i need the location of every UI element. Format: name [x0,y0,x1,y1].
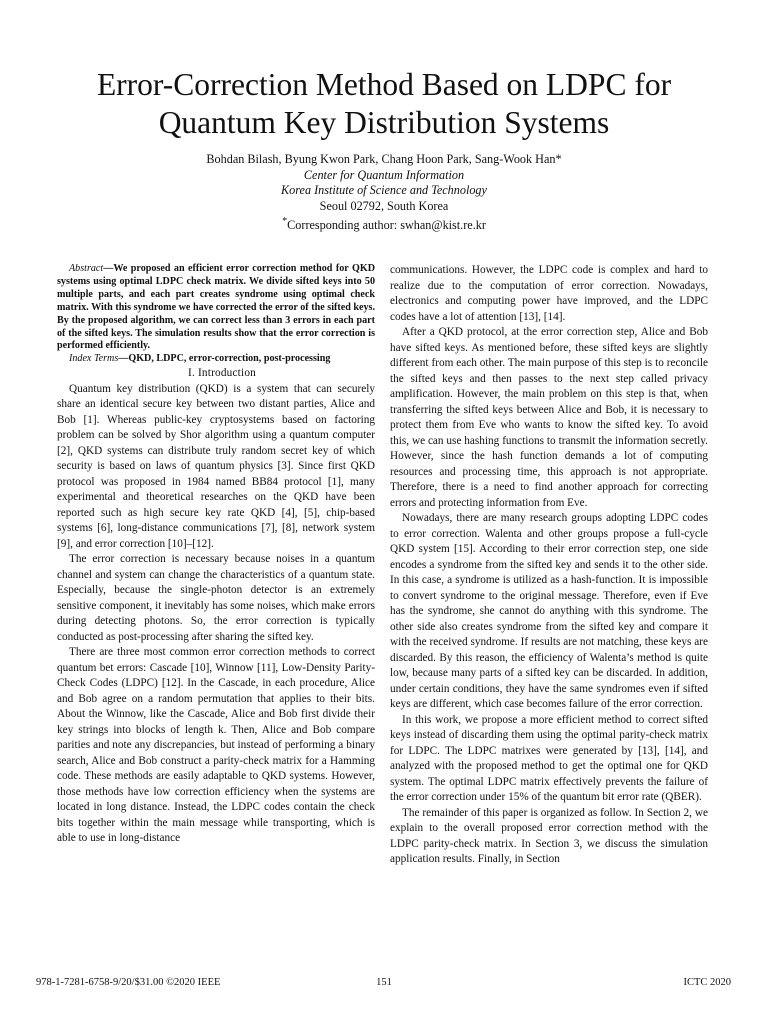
title-line-2: Quantum Key Distribution Systems [158,105,610,140]
paragraph: Quantum key distribution (QKD) is a system that can securely share an identical secure key between two distant parties, Alice and Bob [1]. Whereas public-key cryptosystems based on factoring problem can be solved by Shor algorithm using a quantum computer [2], QKD systems can distribute truly random secret key of which security is based on laws of quantum physics [3]. Since first QKD protocol was proposed in 1984 named BB84 protocol [1], many experimental and theoretical researches on the QKD have been reported such as high secure key rate QKD [4], [5], chip-based systems [6], long-distance communications [7], [8], network system [9], and error correction [10]–[12]. [57,382,375,550]
section-heading: I. Introduction [188,367,256,380]
abstract [57,263,375,353]
author-names: Bohdan Bilash, Byung Kwon Park, Chang Hoon Park, Sang-Wook Han* [206,152,562,166]
paragraph: communications. However, the LDPC code is complex and hard to realize due to the computation of error correction. Nowadays, electronics and computing power have improved, and the LDPC codes have a lot of attention [13], [14]. [390,264,708,323]
paragraph: Nowadays, there are many research groups adopting LDPC codes to error correction. Walenta and other groups propose a full-cycle QKD system [15]. According to their error correction step, one side encodes a syndrome from the sifted key and sends it to the other side. In this case, a syndrome is utilized as a hash-function. It is impossible to convert syndrome to the original message. Therefore, even if Eve has the syndrome, she cannot do anything with this syndrome. The other side also creates syndrome from the sifted key and compare it with the received syndrome. If results are not matching, these keys are discarded. By this reason, the efficiency of Walenta’s method is quite low, because many parts of a sifted key can be discarded. In addition, under certain conditions, they have the same syndromes even if sifted keys are different, which case becomes failure of the error correction. [390,512,708,710]
paragraph: In this work, we propose a more efficient method to correct sifted keys instead of discarding them using the optimal parity-check matrix for LDPC. The LDPC matrixes were generated by [13], [14], and analyzed with the proposed method to get the optimal one for QKD system. The optimal LDPC matrix effectively prevents the failure of the error correction under 15% of the quantum bit error rate (QBER). [390,713,708,803]
abstract-label: Abstract [69,263,104,274]
paragraph: After a QKD protocol, at the error correction step, Alice and Bob have sifted keys. As mentioned before, these sifted keys are slightly different from each other. The main purpose of this step is to reconcile the sifted keys and then passes to the next step called privacy amplification. However, the main problem on this step is that, when transferring the sifted keys between Alice and Bob, it is necessary to protect them from Eve who wants to know the sifted key. To avoid this, we can use hashing functions to transmit the information secretly. However, since the hash function demands a lot of computing resources and processing time, this approach is not appropriate. Therefore, there is a need to find another approach for correcting errors and protecting information from Eve. [390,326,708,509]
paper-title [40,66,728,142]
footer-conference: ICTC 2020 [683,977,731,988]
affiliation-address: Seoul 02792, South Korea [319,198,449,213]
abstract-text: —We proposed an efficient error correction method for QKD systems using optimal LDPC check matrix. We divide sifted keys into 50 multiple parts, and each part creates syndrome using optimal check matrix. With this syndrome we have corrected the error of the sifted keys. By the proposed algorithm, we can correct less than 3 errors in each part of the sifted keys. The simulation results show that the error correction is performed efficiently. [57,263,375,352]
affiliation-center: Center for Quantum Information [303,167,465,182]
paragraph: There are three most common error correction methods to correct quantum bet errors: Cascade [10], Winnow [11], Low-Density Parity-Check Codes (LDPC) [12]. In the Cascade, in each procedure, Alice and Bob agree on a random permutation that applies to their bits. About the Winnow, like the Cascade, Alice and Bob first divide their key strings into blocks of length k. Then, Alice and Bob compare parities and note any discrepancies, but instead of performing a binary search, Alice and Bob construct a parity-check matrix for a Hamming code. These methods are easily adaptable to QKD systems. However, those methods have low correction efficiency when the systems are located in long distance. Instead, the LDPC codes contain the check bits together within the main message while transporting, which is able to use in long-distance [57,646,375,845]
index-terms-label: Index Terms [69,353,119,365]
corresponding-text: Corresponding author: swhan@kist.re.kr [287,218,486,233]
corresponding-mark: * [282,216,288,228]
paragraph: The remainder of this paper is organized as follow. In Section 2, we explain to the overall proposed error correction method with the LDPC parity-check matrix. In Section 3, we discuss the simulation application results. Finally, in Section [390,806,708,865]
index-terms [57,353,375,366]
title-line-1: Error-Correction Method Based on LDPC for [96,67,672,102]
corresponding-author [40,214,728,234]
paragraph: The error correction is necessary because noises in a quantum channel and system can change the characteristics of a quantum state. Especially, because the single-photon detector is an extremely sensitive component, it inevitably has some noises, which make errors during detecting photons. So, the error correction is typically conducted as post-processing after sharing the sifted key. [57,553,375,643]
right-column [390,263,708,868]
left-column [57,263,375,847]
index-terms-text: —QKD, LDPC, error-correction, post-processing [118,353,331,365]
affiliation-institute: Korea Institute of Science and Technology [281,183,487,198]
author-block [40,152,728,234]
footer-copyright: 978-1-7281-6758-9/20/$31.00 ©2020 IEEE [36,977,221,988]
footer-page-number: 151 [376,977,392,988]
